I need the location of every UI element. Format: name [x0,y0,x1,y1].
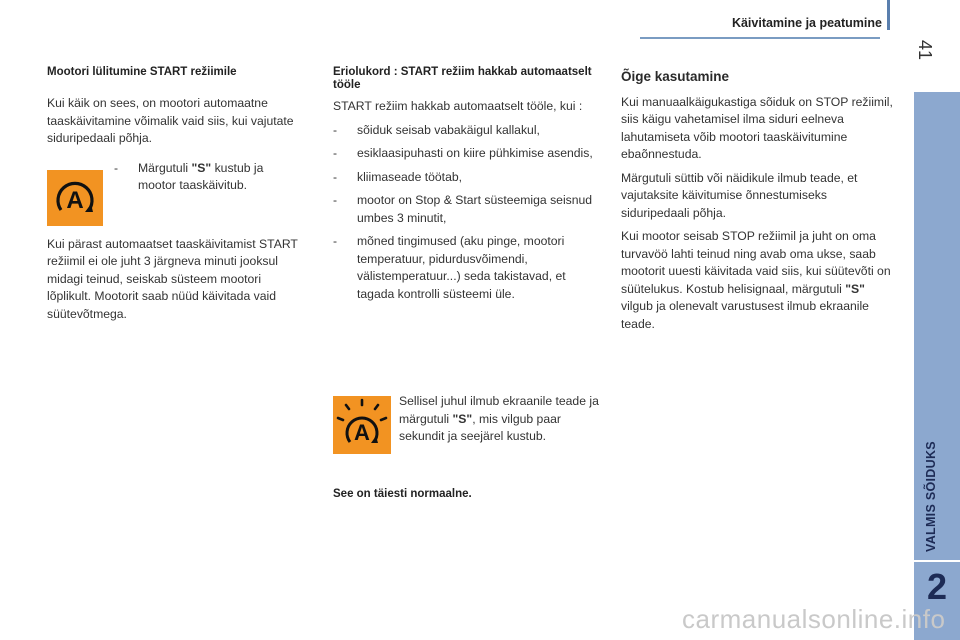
svg-text:A: A [354,420,370,445]
list-item: - mõned tingimused (aku pinge, mootori temperatuur, pidurdusvõimendi, välistemperatuur...) seda takistavad, et tagada kontrolli süsteemi üle. [333,234,566,301]
section-title: Käivitamine ja peatumine [731,16,882,30]
warning-row [333,393,608,463]
column-proper-use [621,66,896,339]
header-divider [640,37,880,39]
page-number: 41 [915,40,935,61]
chapter-label: VALMIS SÕIDUKS [924,441,938,552]
proper-use-heading: Õige kasutamine [621,69,730,84]
proper-use-paragraph-1: Kui manuaalkäigukastiga sõiduk on STOP režiimil, siis käigu vahetamisel ilma siduri eelneva lahutamiseta võib mootori taaskäivitumine ebaõnnestuda. [621,94,893,161]
normal-note: See on täiesti normaalne. [333,488,472,500]
special-case-intro: START režiim hakkab automaatselt tööle, kui : [333,99,583,113]
column-start-mode [47,66,305,329]
auto-stop-flashing-icon [333,396,391,454]
special-case-heading: Eriolukord : START režiim hakkab automaatselt tööle [333,66,592,91]
list-item: - sõiduk seisab vabakäigul kallakul, [333,122,540,137]
watermark: carmanualsonline.info [682,604,946,634]
column-special-case [333,66,595,309]
list-item: - esiklaasipuhasti on kiire pühkimise asendis, [333,146,593,160]
chapter-sidebar [914,92,960,640]
indicator-bullet: - Märgutuli "S" kustub ja mootor taaskäivitub. [114,160,264,192]
chapter-number: 2 [926,566,948,607]
header-divider-vertical [887,0,890,30]
auto-stop-indicator-icon [47,170,103,226]
start-mode-heading: Mootori lülitumine START režiimile [47,66,237,78]
auto-restart-paragraph: Kui pärast automaatset taaskäivitamist START režiimil ei ole juht 3 järgneva minuti jooksul midagi teinud, seiskab süsteem mootori lõplikult. Mootorit saab nüüd käivitada vaid süütevõtmega. [47,236,298,321]
proper-use-paragraph-2: Märgutuli süttib või näidikule ilmub teade, et vajutaksite käivitumise õnnestumiseks siduripedaali põhja. [621,170,858,220]
start-mode-paragraph: Kui käik on sees, on mootori automaatne taaskäivitamine võimalik vaid siis, kui vajutate siduripedaali põhja. [47,96,294,145]
warning-text: Sellisel juhul ilmub ekraanile teade ja märgutuli "S", mis vilgub paar sekundit ja seejärel kustub. [399,394,599,443]
list-item: - kliimaseade töötab, [333,169,463,184]
list-item: - mootor on Stop & Start süsteemiga seisnud umbes 3 minutit, [333,193,593,225]
svg-text:A: A [66,186,84,214]
sidebar-separator [914,560,960,562]
indicator-row [47,160,305,230]
proper-use-paragraph-3: Kui mootor seisab STOP režiimil ja juht on oma turvavöö lahti teinud ning avab oma ukse, saab mootorit uuesti käivitada vaid siis, kui süütevõti on süütelukus. Kostub helisignaal, märgutuli "S" vilgub ja olenevalt varustusest ilmub ekraanile teade. [621,229,891,331]
